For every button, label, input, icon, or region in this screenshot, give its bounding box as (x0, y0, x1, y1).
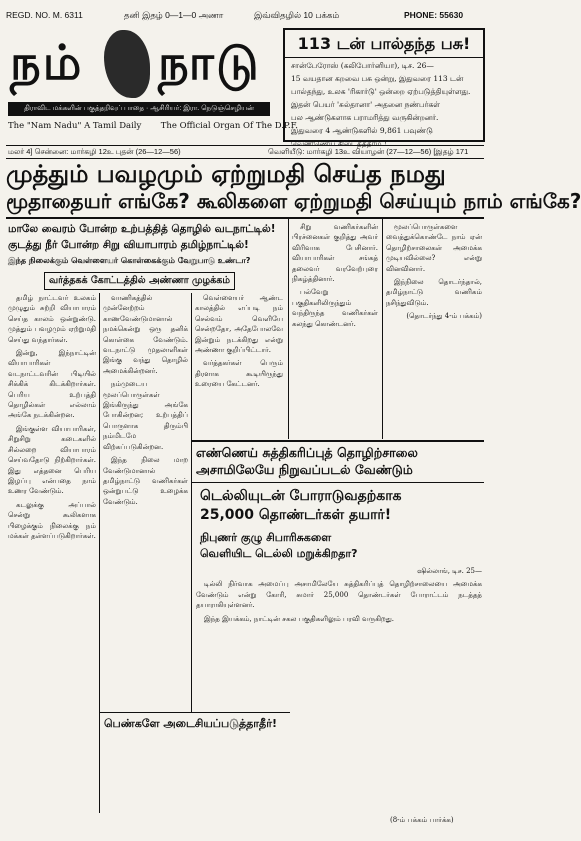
cow-news-headline: 113 டன் பால்தந்த பசு! (285, 30, 483, 58)
oil-subhead-c: நிபுணர் குழு சிபாரிசுகளை (200, 531, 332, 544)
price: தனி இதழ் 0—1—0 அணா (124, 10, 224, 20)
cow-news-line: பல ஆண்டுகளாக பராமரித்து வருகின்றனர். (291, 113, 439, 122)
subtitle-left: The "Nam Nadu" A Tamil Daily (8, 121, 142, 131)
column-rule (382, 219, 383, 439)
tamilnadu-map-icon (104, 30, 150, 98)
oil-subhead-b: 25,000 தொண்டர்கள் தயார்! (200, 507, 392, 523)
divider (6, 217, 484, 219)
masthead (8, 26, 298, 144)
dateline-right: வெளியீடு: மார்கழி 13உ வியாழன் (27—12—56) [இதழ் 171 (268, 147, 469, 156)
middle-column (292, 222, 378, 437)
oil-article-body (196, 566, 482, 706)
main-headline-line1: முத்தும் பவழமும் ஏற்றுமதி செய்த நமது (6, 160, 446, 188)
cow-news-line: இதுவரை 4 ஆண்டுகளில் 9,861 பவுண்டு (291, 126, 433, 135)
oil-subhead-d: வெளியிட டெல்லி மறுக்கிறதா? (200, 547, 358, 560)
cow-news-line: பால்தந்து, உலக 'ரிகார்டு' ஒன்றை ஏற்படுத்தியுள்ளது. (291, 87, 471, 96)
paragraph: இங்குள்ள வியாபாரிகள், சிறுசிறு கடைகளில் சில்லறை வியாபாரம் செய்வதோடு நிற்கிறார்கள். இது எத்தனை பெரிய இழப்பு என்பதை நாம் உணர வேண்டும். (8, 424, 96, 496)
subtitle-right: The Official Organ Of The D.P.F. (160, 121, 298, 131)
cow-news-line: 15 வயதான கறவை பசு ஒன்று, இதுவரை 113 டன் (291, 74, 464, 83)
paragraph: மூலப்பொருள்களை வைத்துக்கொண்டே நாம் ஏன் தொழிற்சாலைகள் அமைக்க முடியவில்லை? என்று வினவினார். (386, 223, 482, 273)
masthead-tagline: திராவிட மக்களின் பகுத்தறிவுப் பாதை · ஆசிரியர்: இரா. நெடுஞ்செழியன் (8, 102, 270, 116)
lead-subhead-3: இந்த நிலைக்கும் வெள்ளையர் கொள்கைக்கும் வேறுபாடு உண்டா? (8, 256, 251, 265)
main-headline-line2: மூதாதையர் எங்கே? கூலிகளை ஏற்றுமதி செய்யும் நாம் எங்கே? (6, 189, 581, 213)
cow-news-line: வெண்ணெய் கிடைத்ததாம் ! (291, 139, 387, 148)
cow-news-line: இதன் பெயர் 'சுல்தானா' அதனை நண்பர்கள் (291, 100, 441, 109)
dateline-left: மலர் 4] சென்னை: மார்கழி 12உ புதன் (26—12—56) (8, 147, 181, 156)
paragraph: இன்று, இந்நாட்டின் வியாபாரிகள் வடநாட்டவரின் பிடியில் சிக்கிக் கிடக்கிறார்கள். பெரிய உற்பத்தி தொழில்கள் எல்லாம் அங்கே நடக்கின்றன. (8, 349, 96, 420)
column-rule (99, 293, 100, 813)
divider (192, 440, 484, 442)
paragraph: டில்லி நிர்வாக அமைப்பு அசாமிலேயே சுத்திகரிப்புத் தொழிற்சாலையை அமைக்க வேண்டும் என்று கோரி, சுமார் 25,000 தொண்டர்கள் போராட்டம் நடத்தத் தயாராகியுள்ளனர். (196, 580, 482, 610)
lead-byline: வர்த்தகக் கோட்டத்தில் அண்ணா முழக்கம் (44, 272, 235, 290)
lead-column-2 (103, 293, 188, 713)
lead-column-1 (8, 293, 96, 813)
dateline (6, 145, 484, 159)
lead-subhead-1: மாலே வைரம் போன்ற உற்பத்தித் தொழில் வடநாட்டில்! (8, 223, 276, 235)
lead-subhead-2: குடத்து நீர் போன்ற சிறு வியாபாரம் தமிழ்நாட்டில்! (8, 239, 249, 251)
cow-news-line: சான்பேரோஸ் (கலிபோர்னியா), டிச. 26— (291, 61, 434, 70)
oil-headline-1: எண்ணெய் சுத்திகரிப்புத் தொழிற்சாலை (196, 445, 418, 460)
paragraph: (தொடர்ந்து 4-ம் பக்கம்) (406, 312, 482, 321)
masthead-title-left: நம் (10, 35, 84, 91)
paragraph: சிறு வணிகர்களின் பிரச்னைகள் குறித்து அவர் விரிவாக பேசினார். வியாபாரிகள் சங்கத் தலைவர் வரவேற்புரை நிகழ்த்தினார். (292, 223, 378, 284)
oil-subhead-a: டெல்லியுடன் போராடுவதற்காக (200, 488, 402, 504)
column-rule (288, 219, 289, 439)
paragraph: இந்நிலை தொடர்ந்தால், தமிழ்நாட்டு வணிகம் நசிந்துவிடும். (386, 278, 482, 307)
paragraph: கடலுக்கு அப்பால் சென்று கூலிகளாக பிழைக்கும் நிலைக்கு நம் மக்கள் தள்ளப்படுகிறார்கள். (8, 500, 96, 540)
masthead-title-right: நாடு (158, 35, 261, 91)
paragraph: தமிழ் நாட்டவர் உலகம் முழுதும் சுற்றி வியாபாரம் செய்த காலம் ஒன்றுண்டு. முத்தும் பவழமும் ஏற்றுமதி செய்து வந்தார்கள். (8, 294, 96, 344)
masthead-subtitle (8, 121, 298, 131)
phone: PHONE: 55630 (404, 10, 464, 20)
divider (192, 482, 484, 483)
women-headline: பெண்களே அடைசியப்படுத்தாதீர்! (104, 717, 277, 730)
paragraph: வர்த்தகர்கள் பெரும் திரளாக கூடியிருந்து உரையை கேட்டனர். (195, 359, 283, 389)
oil-dateline: ஷில்லாங், டிச. 25— (417, 567, 482, 575)
paragraph: பல்வேறு பகுதிகளிலிருந்தும் வந்திருந்த வணிகர்கள் கலந்து கொண்டனர். (292, 288, 378, 328)
column-rule (191, 293, 192, 713)
paragraph: இந்த இயக்கம், நாட்டின் சகல பகுதிகளிலும் பரவி வருகிறது. (204, 614, 395, 623)
cow-news-box (283, 28, 485, 148)
regd-number: REGD. NO. M. 6311 (6, 10, 83, 20)
paragraph: இந்த நிலை மாற வேண்டுமானால் தமிழ்நாட்டு வணிகர்கள் ஒன்றுபட்டு உழைக்க வேண்டும். (103, 456, 188, 506)
divider (100, 712, 290, 713)
paragraph: வாணிகத்தில் முன்னேற்றம் காணவேண்டுமானால் நமக்கென்று ஒரு தனிக் கொள்கை வேண்டும். வடநாட்டு முதலாளிகள் இங்கு வந்து தொழில் அமைக்கின்றனர். (103, 294, 188, 375)
pages-note: இவ்விதழில் 10 பக்கம் (254, 10, 340, 20)
paragraph: நம்முடைய மூலப்பொருள்கள் இங்கிருந்து அங்கே போகின்றன; உற்பத்திப் பொருளாக திரும்பி நம்மிடமே விற்கப்படுகின்றன. (103, 380, 188, 451)
paragraph: வெள்ளையர் ஆண்ட காலத்தில் எப்படி நம் செல்வம் வெளியே சென்றதோ, அதேபோலவே இன்றும் நடக்கிறது என்று அண்ணா குறிப்பிட்டார். (195, 294, 283, 355)
continued-note: (8-ம் பக்கம் பார்க்க) (390, 816, 454, 824)
oil-headline-2: அசாமிலேயே நிறுவப்படல் வேண்டும் (196, 462, 413, 477)
masthead-logo (8, 26, 270, 100)
top-strip (6, 8, 484, 24)
right-column (386, 222, 482, 437)
